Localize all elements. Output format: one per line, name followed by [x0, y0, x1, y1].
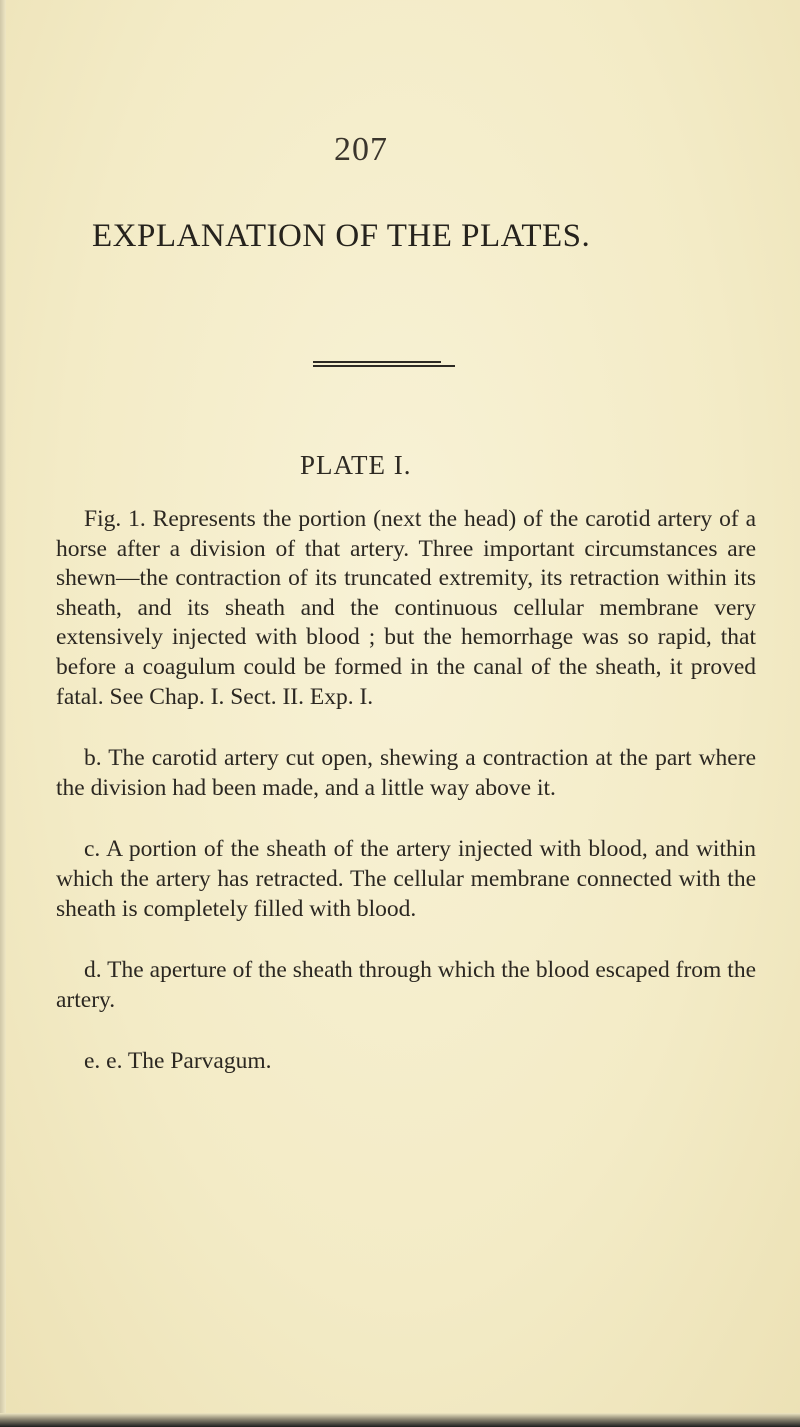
- page-title: EXPLANATION OF THE PLATES.: [92, 218, 591, 254]
- paragraph-fig-1: Fig. 1. Represents the portion (next the head) of the carotid artery of a horse after a division of that artery. Three important circumstances are shewn—the contraction of its truncated extremity, its retraction within its sheath, and its sheath and the continuous cellular membrane very extensively injected with blood ; but the hemorrhage was so rapid, that before a coagulum could be formed in the canal of the sheath, it proved fatal. See Chap. I. Sect. II. Exp. I.: [56, 506, 756, 710]
- paragraph-b: b. The carotid artery cut open, shewing a contraction at the part where the division had been made, and a little way above it.: [56, 745, 756, 801]
- decorative-rule: [313, 361, 455, 368]
- page-number: 207: [334, 131, 388, 168]
- page-left-edge: [0, 0, 6, 1427]
- paragraph-d: d. The aperture of the sheath through which the blood escaped from the artery.: [56, 957, 756, 1013]
- paragraph-e: e. e. The Parvagum.: [84, 1048, 272, 1075]
- paragraph-c: c. A portion of the sheath of the artery injected with blood, and within which the artery has retracted. The cellular membrane connected with the sheath is completely filled with blood.: [56, 836, 756, 922]
- plate-heading: PLATE I.: [300, 450, 412, 480]
- explanation-body: [56, 505, 756, 1077]
- page-bottom-edge: [0, 1413, 800, 1427]
